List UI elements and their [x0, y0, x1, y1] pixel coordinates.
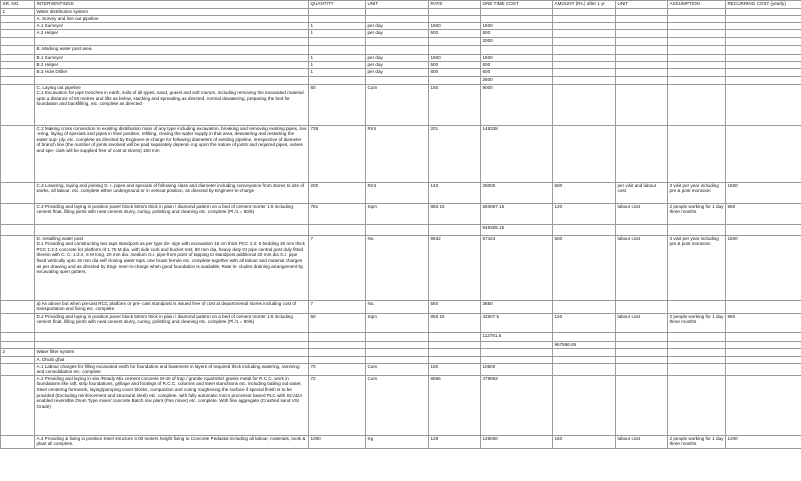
table-cell[interactable]: 600 [481, 68, 553, 76]
table-cell[interactable] [1, 29, 35, 37]
table-cell[interactable]: 2 people working for 1 day three months [668, 313, 726, 332]
table-cell[interactable] [616, 356, 668, 363]
table-cell[interactable] [366, 15, 429, 22]
table-row [1, 300, 801, 313]
table-cell[interactable] [668, 363, 726, 375]
table-cell[interactable] [726, 125, 801, 182]
table-cell[interactable] [726, 54, 801, 61]
table-cell[interactable] [616, 76, 668, 84]
table-cell[interactable] [616, 363, 668, 375]
table-cell[interactable] [366, 332, 429, 341]
table-cell[interactable] [553, 76, 616, 84]
table-cell[interactable]: 150 [553, 435, 616, 448]
table-cell[interactable]: labour cost [616, 435, 668, 448]
table-cell[interactable]: 1500 [481, 22, 553, 29]
table-cell[interactable]: per day [366, 61, 429, 68]
table-cell[interactable] [429, 356, 481, 363]
table-cell[interactable] [668, 341, 726, 348]
table-cell[interactable] [616, 68, 668, 76]
header-cell[interactable]: RATE [429, 1, 481, 9]
table-cell[interactable] [366, 9, 429, 16]
header-cell[interactable]: ASSUMPTION [668, 1, 726, 9]
table-cell[interactable] [366, 76, 429, 84]
table-row [1, 375, 801, 435]
table-cell[interactable]: 2 people working for 1 day three months [668, 435, 726, 448]
table-cell[interactable] [429, 76, 481, 84]
table-cell[interactable] [1, 313, 35, 332]
table-cell[interactable] [616, 341, 668, 348]
table-cell[interactable] [309, 76, 366, 84]
header-cell[interactable]: UNIT [616, 1, 668, 9]
table-cell[interactable]: 1 [309, 29, 366, 37]
table-cell[interactable]: 120 [553, 203, 616, 224]
table-cell[interactable]: 10500 [481, 363, 553, 375]
table-row [1, 54, 801, 61]
table-cell[interactable]: A.2 Providing and laying in situ /Ready Mix cement concrete M-20 of trap / granite /quartzite/ gneiss metal for R.C.C. work in foundations like raft, strip foundations, grillage and footings of R.C.C. columns and steel stanchions etc. including bailing out water, Steel centering formwork, laying/pumping cover blocks, compaction and curing roughening the surface if special finish is to be provided (Excluding reinforcement and structural steel) etc. complete, with fully automatic micro processor based PLC with SCADA enabled reversible Drum Type mixer/ concrete Batch mix plant (Pan mixer) etc. complete. With fine aggregate (Crushed sand VSI Grade) [35, 375, 309, 435]
table-cell[interactable]: per day [366, 68, 429, 76]
table-cell[interactable] [1, 84, 35, 125]
table-cell[interactable]: 125 [429, 435, 481, 448]
header-cell[interactable]: QUANTITY [309, 1, 366, 9]
table-row [1, 235, 801, 300]
table-cell[interactable]: Water distribution system [35, 9, 309, 16]
table-cell[interactable] [366, 341, 429, 348]
table-cell[interactable] [668, 15, 726, 22]
table-cell[interactable] [366, 356, 429, 363]
table-cell[interactable] [429, 37, 481, 45]
table-cell[interactable]: Cum [366, 84, 429, 125]
table-cell[interactable]: 960 [726, 203, 801, 224]
table-cell[interactable]: 42507.5 [481, 313, 553, 332]
table-cell[interactable] [553, 356, 616, 363]
table-cell[interactable] [309, 224, 366, 235]
table-cell[interactable]: B. Marking water post area. [35, 45, 309, 54]
table-cell[interactable]: per day [366, 54, 429, 61]
table-cell[interactable]: 1500 [726, 182, 801, 203]
table-cell[interactable]: 148338 [481, 125, 553, 182]
table-cell[interactable]: B.2 Helper [35, 61, 309, 68]
table-cell[interactable] [616, 29, 668, 37]
table-cell[interactable]: 201 [429, 125, 481, 182]
table-cell[interactable] [668, 68, 726, 76]
table-cell[interactable] [309, 341, 366, 348]
table-cell[interactable] [616, 61, 668, 68]
table-cell[interactable] [668, 22, 726, 29]
table-cell[interactable]: Cum [366, 375, 429, 435]
header-cell[interactable]: AMOUNT (Rs.) after 1 yr [553, 1, 616, 9]
header-row [1, 1, 801, 9]
table-cell[interactable] [1, 68, 35, 76]
table-cell[interactable]: B.1 Surveyor [35, 54, 309, 61]
table-row [1, 84, 801, 125]
table-cell[interactable]: 738 [309, 125, 366, 182]
table-cell[interactable] [309, 348, 366, 356]
table-cell[interactable] [35, 332, 309, 341]
table-cell[interactable]: A. Survey and line out pipeline [35, 15, 309, 22]
table-cell[interactable]: a) As above but when precast RCC platform or pre- cast standpost is issued free of cost at departmental stores including cost of transportation and fixing etc. complete. [35, 300, 309, 313]
table-cell[interactable] [726, 363, 801, 375]
table-cell[interactable] [668, 61, 726, 68]
table-cell[interactable]: 2600 [481, 76, 553, 84]
table-cell[interactable] [616, 37, 668, 45]
table-cell[interactable]: A.3 Providing & fixing in position Steel structure 3.00 meters height fixing to Concrete Pedastal including all labour, materials, tools & plant all complete. [35, 435, 309, 448]
table-cell[interactable] [35, 341, 309, 348]
table-cell[interactable] [35, 224, 309, 235]
table-cell[interactable] [309, 356, 366, 363]
table-cell[interactable]: 28000 [481, 182, 553, 203]
table-cell[interactable]: 150 [429, 84, 481, 125]
table-cell[interactable] [553, 9, 616, 16]
table-row [1, 332, 801, 341]
table-cell[interactable]: 72 [309, 375, 366, 435]
table-cell[interactable]: A. Dhobi ghat [35, 356, 309, 363]
table-cell[interactable] [553, 61, 616, 68]
table-row [1, 9, 801, 16]
table-cell[interactable] [553, 29, 616, 37]
table-cell[interactable] [726, 341, 801, 348]
table-cell[interactable] [668, 76, 726, 84]
table-cell[interactable]: C. Laying out pipeline C.1 Excavation for pipe trenches in earth, soils of all types, sand, gravel and soft murum, including removing the excavated material upto a distance of 50 metres and lifts as below, stacking and spreading as directed, normal dewatering, preparing the bed for foundation and backfilling, etc. complete as directed [35, 84, 309, 125]
table-cell[interactable] [668, 224, 726, 235]
table-cell[interactable]: 850.15 [429, 313, 481, 332]
table-row [1, 348, 801, 356]
table-cell[interactable]: 1 [309, 68, 366, 76]
table-cell[interactable]: 781 [309, 203, 366, 224]
table-row [1, 203, 801, 224]
table-cell[interactable]: 479952 [481, 375, 553, 435]
table-cell[interactable]: per day [366, 29, 429, 37]
table-cell[interactable] [1, 341, 35, 348]
table-cell[interactable]: 1500 [429, 54, 481, 61]
table-cell[interactable] [553, 45, 616, 54]
header-cell[interactable]: SR. NO. [1, 1, 35, 9]
table-cell[interactable]: A.1 Labour charges for filling excavated earth for foundation and basement in layers of required thick including watering, ramming and consolidation etc. complete [35, 363, 309, 375]
table-cell[interactable] [35, 76, 309, 84]
table-cell[interactable]: C.4 Providing and laying in position paver block 50mm thick in plain / diamond pattern on a bed of cement morter 1:6 including cement float, filling joints with neat cement slurry, curing, polishing and cleaning etc. complete (Pl /1 = 90/6) [35, 203, 309, 224]
table-cell[interactable] [616, 224, 668, 235]
table-cell[interactable]: 113781.5 [481, 332, 553, 341]
table-cell[interactable] [616, 332, 668, 341]
table-cell[interactable] [1, 125, 35, 182]
table-cell[interactable]: 3850 [481, 300, 553, 313]
table-cell[interactable] [553, 363, 616, 375]
table-cell[interactable] [553, 22, 616, 29]
table-cell[interactable] [668, 356, 726, 363]
table-cell[interactable]: 500 [481, 61, 553, 68]
table-cell[interactable]: per visit and labour cost [616, 182, 668, 203]
table-cell[interactable] [616, 375, 668, 435]
table-cell[interactable] [726, 37, 801, 45]
table-cell[interactable]: 70 [309, 363, 366, 375]
table-cell[interactable] [553, 37, 616, 45]
table-cell[interactable]: labour cost [616, 313, 668, 332]
table-cell[interactable] [1, 300, 35, 313]
table-cell[interactable] [481, 45, 553, 54]
table-cell[interactable] [1, 22, 35, 29]
table-cell[interactable] [553, 375, 616, 435]
table-cell[interactable]: per day [366, 22, 429, 29]
table-cell[interactable]: 967686.65 [553, 341, 616, 348]
table-cell[interactable]: 7 [309, 300, 366, 313]
table-cell[interactable]: 120 [553, 313, 616, 332]
table-row [1, 15, 801, 22]
table-cell[interactable] [1, 224, 35, 235]
table-cell[interactable]: Sqm [366, 313, 429, 332]
table-cell[interactable]: 1500 [726, 235, 801, 300]
table-cell[interactable] [1, 54, 35, 61]
table-row [1, 45, 801, 54]
table-cell[interactable]: Cum [366, 363, 429, 375]
table-row [1, 182, 801, 203]
table-cell[interactable]: Kg [366, 435, 429, 448]
table-cell[interactable]: Rmt [366, 125, 429, 182]
table-cell[interactable] [616, 125, 668, 182]
table-cell[interactable] [1, 182, 35, 203]
table-cell[interactable]: B.3 Hole Driller [35, 68, 309, 76]
table-cell[interactable] [668, 375, 726, 435]
table-cell[interactable]: 1 [309, 54, 366, 61]
table-row [1, 363, 801, 375]
table-cell[interactable] [668, 332, 726, 341]
table-cell[interactable] [553, 300, 616, 313]
table-cell[interactable] [309, 37, 366, 45]
table-cell[interactable] [429, 15, 481, 22]
table-cell[interactable]: 140 [429, 182, 481, 203]
table-row [1, 29, 801, 37]
table-cell[interactable] [668, 45, 726, 54]
table-cell[interactable] [726, 224, 801, 235]
table-cell[interactable] [726, 68, 801, 76]
table-cell[interactable] [616, 348, 668, 356]
table-cell[interactable]: labour cost [616, 235, 668, 300]
table-cell[interactable] [616, 54, 668, 61]
table-cell[interactable] [668, 125, 726, 182]
table-cell[interactable] [481, 348, 553, 356]
table-cell[interactable]: 150 [429, 363, 481, 375]
table-row [1, 22, 801, 29]
table-cell[interactable]: 850.15 [429, 203, 481, 224]
table-cell[interactable] [1, 375, 35, 435]
table-cell[interactable] [553, 68, 616, 76]
header-cell[interactable]: RECURRING COST (yearly) [726, 1, 801, 9]
table-row [1, 76, 801, 84]
table-cell[interactable] [429, 332, 481, 341]
header-cell[interactable]: UNIT [366, 1, 429, 9]
table-cell[interactable] [481, 341, 553, 348]
table-cell[interactable] [1, 235, 35, 300]
table-cell[interactable] [726, 61, 801, 68]
table-body [1, 9, 801, 449]
table-cell[interactable] [726, 332, 801, 341]
table-cell[interactable] [726, 348, 801, 356]
table-cell[interactable] [366, 224, 429, 235]
table-cell[interactable] [726, 45, 801, 54]
table-cell[interactable]: 1 [309, 61, 366, 68]
table-cell[interactable]: 500 [553, 182, 616, 203]
table-cell[interactable] [1, 332, 35, 341]
table-cell[interactable]: 500 [429, 29, 481, 37]
table-cell[interactable]: 1500 [481, 54, 553, 61]
table-row [1, 37, 801, 45]
table-cell[interactable] [481, 15, 553, 22]
table-cell[interactable] [616, 9, 668, 16]
table-cell[interactable] [726, 29, 801, 37]
table-cell[interactable] [726, 22, 801, 29]
table-cell[interactable] [553, 15, 616, 22]
table-cell[interactable]: No. [366, 300, 429, 313]
table-cell[interactable] [366, 45, 429, 54]
table-cell[interactable]: C.3 Lowering, laying and jointing G. I. pipes and specials of following class and diameter including conveyance from stores to site of works, all labour, etc. complete either underground or in vertical position, as directed by Engineer-in-charge [35, 182, 309, 203]
table-cell[interactable] [553, 84, 616, 125]
table-cell[interactable] [366, 37, 429, 45]
header-cell[interactable]: INTERVENTIONS [35, 1, 309, 9]
table-cell[interactable] [309, 45, 366, 54]
table-cell[interactable]: 1 [309, 22, 366, 29]
table-cell[interactable] [429, 45, 481, 54]
table-cell[interactable]: 663967.15 [481, 203, 553, 224]
table-cell[interactable] [553, 125, 616, 182]
table-cell[interactable]: 500 [429, 61, 481, 68]
table-cell[interactable] [726, 76, 801, 84]
table-cell[interactable] [1, 363, 35, 375]
table-cell[interactable]: D. Installing water post D.1 Providing and constructing two taps standpost as per type de- sign with excavation 15 cm thick PCC 1:3: 6 bedding 20 mm thick PCC 1:2:4 concrete for platform of 1.75 M dia. with side curb and bucket rest, 80 mm dia, heavy duty GI pipe central post duly fitted therein with C. C. 1:2:4, S M long, 20 mm dia. medium G.I. pipe-from point of tapping to standpost additional 20 mm dia G.I. pipe fixed vertically upto 15 mm dia self closing water taps, one brass ferrule etc. complete together with all labour and material charges as per drawing and as directed by Engi- neer-in-charge when good foundation is available. Rate in- cludes draining arrangement by excavating open gutters. [35, 235, 309, 300]
table-cell[interactable] [726, 300, 801, 313]
table-cell[interactable] [668, 300, 726, 313]
table-cell[interactable]: 1 [1, 9, 35, 16]
table-cell[interactable]: 1200 [726, 435, 801, 448]
table-cell[interactable] [726, 375, 801, 435]
table-cell[interactable] [1, 61, 35, 68]
table-cell[interactable]: 960 [726, 313, 801, 332]
table-cell[interactable] [309, 9, 366, 16]
table-cell[interactable]: 500 [553, 235, 616, 300]
table-cell[interactable] [1, 37, 35, 45]
table-cell[interactable] [668, 9, 726, 16]
table-cell[interactable]: 50 [309, 313, 366, 332]
table-row [1, 435, 801, 448]
table-cell[interactable] [1, 76, 35, 84]
table-cell[interactable]: 6666 [429, 375, 481, 435]
table-cell[interactable] [616, 45, 668, 54]
table-cell[interactable] [553, 224, 616, 235]
table-cell[interactable] [726, 9, 801, 16]
table-cell[interactable]: 3 visit per year including pre & post monsoon [668, 235, 726, 300]
table-cell[interactable]: 500 [481, 29, 553, 37]
table-cell[interactable]: labour cost [616, 203, 668, 224]
table-cell[interactable]: 2 people working for 1 day three months [668, 203, 726, 224]
table-cell[interactable] [1, 45, 35, 54]
table-cell[interactable] [35, 37, 309, 45]
table-cell[interactable]: 3 visit per year including pre & post monsoon [668, 182, 726, 203]
table-cell[interactable]: Rmt [366, 182, 429, 203]
table-cell[interactable]: 67424 [481, 235, 553, 300]
table-cell[interactable] [616, 22, 668, 29]
table-cell[interactable] [429, 341, 481, 348]
table-cell[interactable] [553, 332, 616, 341]
table-cell[interactable] [616, 300, 668, 313]
table-cell[interactable]: 60 [309, 84, 366, 125]
table-row [1, 68, 801, 76]
table-cell[interactable]: 1000 [309, 435, 366, 448]
table-row [1, 313, 801, 332]
table-cell[interactable]: 2 [1, 348, 35, 356]
table-cell[interactable]: A.1 Surveyor [35, 22, 309, 29]
table-cell[interactable] [668, 54, 726, 61]
table-row [1, 224, 801, 235]
table-row [1, 341, 801, 348]
table-cell[interactable]: C.2 Making cross connection to existing distribution main of any type including excavation, breaking and removing existing pipes, low -ering, laying of specials and pipes in their position, refilling, closing the water supply in that area, dewatering and restarting the water sup- ply, etc. complete as directed by Engineer-in-charge for following diameters of existing pipeline, irrespective of diameter of branch line (the number of joints involved will be paid separately depend- ing upon the nature of joints and required pipes, valves and spe- cials will be supplied free of cost at stores) 150 mm [35, 125, 309, 182]
table-cell[interactable]: 1500 [429, 22, 481, 29]
table-cell[interactable] [616, 15, 668, 22]
table-cell[interactable]: Sqm [366, 203, 429, 224]
table-cell[interactable] [668, 29, 726, 37]
table-row [1, 125, 801, 182]
table-cell[interactable] [616, 84, 668, 125]
table-cell[interactable]: 550 [429, 300, 481, 313]
table-cell[interactable] [553, 348, 616, 356]
table-cell[interactable] [1, 356, 35, 363]
table-cell[interactable]: No. [366, 235, 429, 300]
table-cell[interactable] [429, 348, 481, 356]
table-row [1, 61, 801, 68]
table-cell[interactable] [668, 37, 726, 45]
table-cell[interactable]: Water filter system [35, 348, 309, 356]
table-cell[interactable] [429, 224, 481, 235]
header-cell[interactable]: ONE TIME COST [481, 1, 553, 9]
table-cell[interactable]: 9000 [481, 84, 553, 125]
table-cell[interactable] [668, 348, 726, 356]
table-cell[interactable] [1, 435, 35, 448]
table-cell[interactable]: 125000 [481, 435, 553, 448]
table-cell[interactable]: 200 [309, 182, 366, 203]
table-cell[interactable] [309, 15, 366, 22]
table-cell[interactable] [1, 15, 35, 22]
table-cell[interactable]: D.2 Providing and laying in position paver block 50mm thick in plain / diamond pattern on a bed of cement morter 1:6 including cement float, filling joints with neat cement slurry, curing, polishing and cleaning etc. complete (Pl /1 = 90/6) [35, 313, 309, 332]
table-cell[interactable] [726, 84, 801, 125]
table-cell[interactable] [429, 9, 481, 16]
table-cell[interactable] [726, 15, 801, 22]
table-cell[interactable]: 849305.15 [481, 224, 553, 235]
table-cell[interactable] [309, 332, 366, 341]
table-cell[interactable]: 9632 [429, 235, 481, 300]
table-cell[interactable]: A.2 Helper [35, 29, 309, 37]
table-cell[interactable] [366, 348, 429, 356]
table-cell[interactable] [668, 84, 726, 125]
table-cell[interactable]: 7 [309, 235, 366, 300]
table-row [1, 356, 801, 363]
table-cell[interactable] [1, 203, 35, 224]
table-cell[interactable]: 600 [429, 68, 481, 76]
table-cell[interactable]: 2000 [481, 37, 553, 45]
table-cell[interactable] [726, 356, 801, 363]
table-cell[interactable] [481, 356, 553, 363]
table-cell[interactable] [553, 54, 616, 61]
table-cell[interactable] [481, 9, 553, 16]
